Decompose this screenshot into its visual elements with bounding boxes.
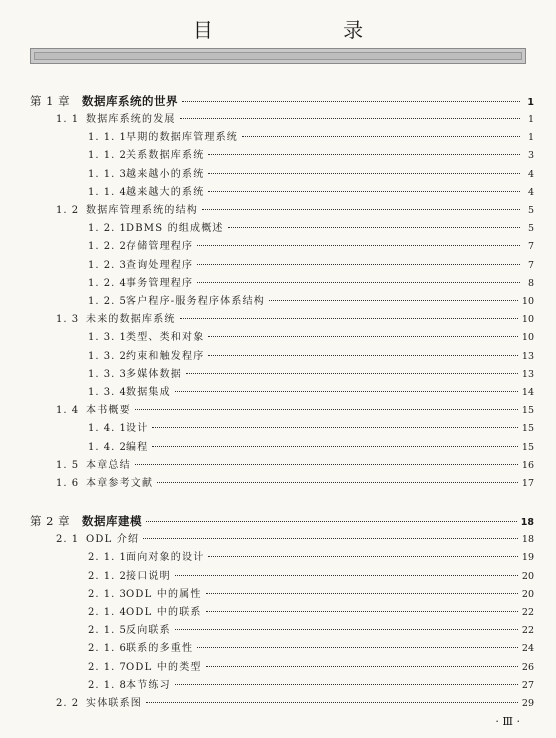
toc-entry-title: 本章参考文献 — [86, 478, 154, 489]
page-title: 目 录 — [192, 18, 426, 42]
toc-subsection-entry[interactable] — [88, 624, 534, 637]
toc-subsection-entry[interactable] — [88, 295, 534, 308]
toc-subsection-entry[interactable] — [88, 422, 534, 435]
toc-entry-number: 1. 1. 2 — [88, 150, 127, 162]
dot-leader — [208, 556, 518, 557]
toc-entry-number: 1. 2. 5 — [88, 296, 127, 307]
toc-entry-page: 5 — [527, 223, 534, 235]
toc-entry-title: 设计 — [126, 423, 149, 435]
dot-leader — [206, 593, 518, 594]
toc-entry-title: 数据库系统的发展 — [86, 114, 176, 125]
dot-leader — [157, 482, 518, 483]
toc-subsection-entry[interactable] — [88, 149, 534, 162]
toc-entry-number: 1. 2. 3 — [88, 259, 127, 271]
toc-entry-title: 多媒体数据 — [126, 368, 182, 380]
dot-leader — [186, 373, 518, 374]
dot-leader — [197, 282, 520, 283]
toc-entry-number: 2. 1. 5 — [88, 625, 127, 637]
toc-chapter-entry[interactable] — [30, 515, 534, 529]
toc-entry-title: 本章总结 — [86, 459, 131, 471]
toc-entry-title: ODL 中的联系 — [126, 607, 202, 618]
toc-entry-number: 2. 1. 7 — [88, 661, 127, 673]
toc-entry-title: 越来越小的系统 — [126, 168, 205, 180]
toc-entry-number: 1. 3. 3 — [88, 368, 127, 380]
dot-leader — [206, 666, 518, 667]
toc-entry-page: 13 — [521, 368, 534, 380]
toc-subsection-entry[interactable] — [88, 240, 534, 253]
toc-entry-page: 24 — [521, 643, 534, 655]
toc-subsection-entry[interactable] — [88, 131, 534, 144]
toc-entry-number: 1. 2. 2 — [88, 241, 127, 253]
toc-entry-title: 存储管理程序 — [126, 241, 194, 253]
dot-leader — [135, 464, 518, 465]
dot-leader — [208, 154, 520, 155]
dot-leader — [180, 118, 520, 119]
toc-entry-page: 17 — [521, 478, 534, 489]
toc-entry-title: 反向联系 — [126, 625, 171, 637]
dot-leader — [208, 173, 520, 174]
toc-entry-number: 1. 2. 4 — [88, 277, 127, 289]
toc-subsection-entry[interactable] — [88, 350, 534, 363]
toc-entry-page: 10 — [521, 332, 534, 344]
toc-entry-number: 1. 3. 4 — [88, 387, 127, 398]
dot-leader — [197, 264, 520, 265]
toc-entry-page: 26 — [521, 661, 534, 673]
toc-entry-title: 早期的数据库管理系统 — [126, 132, 238, 144]
dot-leader — [208, 336, 518, 337]
toc-entry-page: 4 — [527, 168, 534, 180]
dot-leader — [175, 391, 518, 392]
dot-leader — [152, 446, 518, 447]
toc-entry-page: 18 — [521, 534, 534, 546]
toc-entry-number: 1. 5 — [56, 459, 80, 471]
toc-entry-page: 10 — [521, 314, 534, 326]
dot-leader — [242, 136, 520, 137]
toc-entry-page: 1 — [527, 114, 534, 125]
toc-subsection-entry[interactable] — [88, 606, 534, 619]
toc-entry-page: 27 — [521, 679, 534, 691]
toc-section-entry[interactable] — [56, 204, 534, 217]
toc-subsection-entry[interactable] — [88, 679, 534, 692]
toc-entry-page: 10 — [521, 296, 534, 307]
toc-entry-page: 3 — [527, 150, 534, 162]
toc-section-entry[interactable] — [56, 313, 534, 326]
toc-entry-title: ODL 中的类型 — [126, 661, 202, 673]
toc-entry-page: 15 — [521, 441, 534, 453]
toc-entry-number: 第 2 章 — [30, 514, 71, 529]
dot-leader — [175, 629, 518, 630]
toc-entry-title: 未来的数据库系统 — [86, 314, 176, 326]
toc-chapter-entry[interactable] — [30, 95, 534, 109]
toc-entry-number: 1. 1. 1 — [88, 132, 127, 144]
toc-section-entry[interactable] — [56, 113, 534, 126]
toc-subsection-entry[interactable] — [88, 570, 534, 583]
toc-entry-number: 1. 3. 2 — [88, 350, 127, 362]
toc-entry-title: 数据库系统的世界 — [82, 94, 178, 108]
toc-section-entry[interactable] — [56, 477, 534, 490]
toc-section-entry[interactable] — [56, 533, 534, 546]
dot-leader — [175, 684, 518, 685]
dot-leader — [152, 427, 518, 428]
dot-leader — [269, 300, 518, 301]
toc-entry-number: 1. 3 — [56, 314, 80, 326]
toc-entry-title: 本节练习 — [126, 679, 171, 691]
toc-entry-number: 1. 3. 1 — [88, 332, 127, 344]
toc-entry-title: 数据集成 — [126, 387, 171, 398]
toc-entry-page: 18 — [520, 517, 534, 529]
dot-leader — [208, 191, 520, 192]
toc-subsection-entry[interactable] — [88, 259, 534, 272]
toc-entry-title: 约束和触发程序 — [126, 350, 205, 362]
toc-entry-number: 第 1 章 — [30, 94, 71, 108]
toc-entry-page: 4 — [527, 186, 534, 198]
dot-leader — [208, 355, 518, 356]
toc-entry-page: 14 — [521, 387, 534, 398]
toc-entry-number: 2. 1. 8 — [88, 679, 127, 691]
toc-entry-page: 7 — [527, 241, 534, 253]
toc-entry-title: 查询处理程序 — [126, 259, 194, 271]
dot-leader — [228, 227, 520, 228]
toc-entry-page: 19 — [521, 552, 534, 564]
toc-entry-number: 2. 1 — [56, 534, 80, 546]
dot-leader — [143, 538, 518, 539]
toc-entry-title: 客户程序-服务程序体系结构 — [126, 296, 265, 307]
toc-entry-title: 数据库建模 — [82, 514, 142, 529]
toc-entry-title: 编程 — [126, 441, 149, 453]
toc-entry-page: 15 — [521, 405, 534, 417]
toc-entry-title: 本书概要 — [86, 405, 131, 417]
toc-section-entry[interactable] — [56, 697, 534, 710]
toc-entry-number: 1. 6 — [56, 478, 80, 489]
toc-entry-number: 1. 4. 1 — [88, 423, 127, 435]
toc-entry-title: 面向对象的设计 — [126, 552, 205, 564]
toc-entry-title: 事务管理程序 — [126, 277, 194, 289]
toc-subsection-entry[interactable] — [88, 642, 534, 655]
toc-entry-page: 15 — [521, 423, 534, 435]
toc-entry-page: 8 — [527, 277, 534, 289]
dot-leader — [206, 611, 518, 612]
toc-entry-page: 5 — [527, 205, 534, 216]
dot-leader — [202, 209, 520, 210]
toc-entry-page: 20 — [521, 570, 534, 582]
toc-entry-number: 1. 2. 1 — [88, 223, 127, 235]
toc-entry-page: 22 — [521, 607, 534, 618]
toc-entry-number: 2. 1. 3 — [88, 588, 127, 600]
toc-entry-number: 2. 1. 1 — [88, 552, 127, 564]
dot-leader — [197, 245, 520, 246]
dot-leader — [197, 647, 518, 648]
dot-leader — [182, 101, 520, 102]
toc-entry-number: 1. 4 — [56, 405, 80, 417]
toc-subsection-entry[interactable] — [88, 386, 534, 399]
toc-entry-title: DBMS 的组成概述 — [126, 223, 224, 235]
toc-entry-page: 13 — [521, 350, 534, 362]
toc-entry-number: 1. 1. 3 — [88, 168, 127, 180]
toc-entry-page: 1 — [527, 97, 534, 108]
toc-subsection-entry[interactable] — [88, 331, 534, 344]
toc-entry-page: 22 — [521, 625, 534, 637]
toc-entry-page: 20 — [521, 588, 534, 600]
toc-entry-title: 越来越大的系统 — [126, 186, 205, 198]
toc-entry-number: 2. 1. 6 — [88, 643, 127, 655]
dot-leader — [180, 318, 518, 319]
toc-entry-title: 联系的多重性 — [126, 643, 194, 655]
toc-section-entry[interactable] — [56, 404, 534, 417]
toc-entry-title: 关系数据库系统 — [126, 150, 205, 162]
toc-entry-page: 1 — [527, 132, 534, 144]
toc-entry-number: 1. 1 — [56, 114, 80, 125]
toc-entry-page: 7 — [527, 259, 534, 271]
toc-subsection-entry[interactable] — [88, 588, 534, 601]
page-number: · Ⅲ · — [495, 715, 520, 728]
toc-entry-title: 数据库管理系统的结构 — [86, 205, 198, 216]
toc-entry-title: ODL 介绍 — [86, 534, 140, 546]
toc-entry-number: 1. 1. 4 — [88, 186, 127, 198]
toc-entry-number: 2. 1. 2 — [88, 570, 127, 582]
toc-entry-number: 2. 1. 4 — [88, 607, 127, 618]
toc-entry-title: 类型、类和对象 — [126, 332, 205, 344]
toc-entry-title: 实体联系图 — [86, 698, 142, 709]
toc-subsection-entry[interactable] — [88, 277, 534, 290]
toc-subsection-entry[interactable] — [88, 368, 534, 381]
toc-entry-number: 1. 2 — [56, 205, 80, 216]
toc-subsection-entry[interactable] — [88, 551, 534, 564]
toc-subsection-entry[interactable] — [88, 222, 534, 235]
toc-subsection-entry[interactable] — [88, 186, 534, 199]
dot-leader — [175, 575, 518, 576]
header-rule-bar — [30, 48, 526, 64]
dot-leader — [135, 409, 518, 410]
toc-entry-number: 1. 4. 2 — [88, 441, 127, 453]
toc-entry-page: 29 — [521, 698, 534, 709]
toc-entry-title: ODL 中的属性 — [126, 588, 202, 600]
dot-leader — [146, 521, 517, 522]
toc-section-entry[interactable] — [56, 459, 534, 472]
toc-subsection-entry[interactable] — [88, 441, 534, 454]
toc-entry-number: 2. 2 — [56, 698, 80, 709]
toc-entry-page: 16 — [521, 459, 534, 471]
toc-subsection-entry[interactable] — [88, 661, 534, 674]
dot-leader — [146, 702, 518, 703]
toc-subsection-entry[interactable] — [88, 168, 534, 181]
toc-entry-title: 接口说明 — [126, 570, 171, 582]
